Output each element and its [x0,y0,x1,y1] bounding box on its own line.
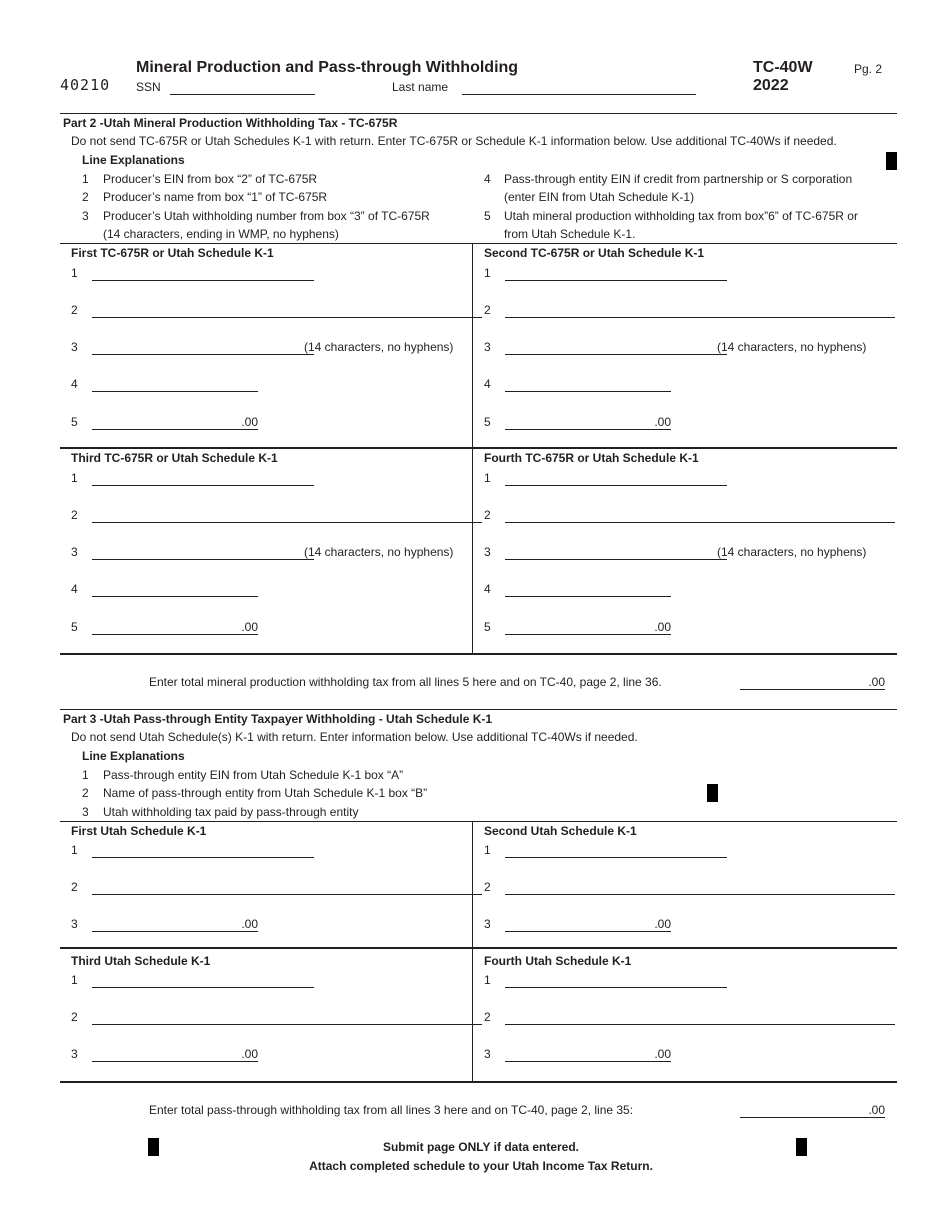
line-4-field[interactable] [92,582,258,597]
line-5-field[interactable] [505,415,671,430]
explanation-num: 4 [484,172,491,186]
line-number: 2 [71,303,78,317]
line-1-field[interactable] [505,266,727,281]
explanation-text-cont: (14 characters, ending in WMP, no hyphens) [103,227,339,241]
line-3-field[interactable] [92,340,314,355]
line-number: 1 [484,843,491,857]
line-4-field[interactable] [505,377,671,392]
line-number: 3 [484,545,491,559]
part3-total-field[interactable] [740,1103,885,1118]
part2-grid-top [60,243,897,244]
form-title: Mineral Production and Pass-through Withholding [136,59,519,76]
part3-top-rule [60,709,897,710]
line-number: 1 [71,973,78,987]
part2-grid-bottom [60,653,897,655]
line-3-field[interactable] [92,545,314,560]
line-number: 1 [71,266,78,280]
explanation-text: Producer’s Utah withholding number from box “3” of TC-675R [103,209,430,223]
cents-label: .00 [241,1047,258,1061]
line-number: 2 [484,880,491,894]
line-5-field[interactable] [92,415,258,430]
explanation-text: Name of pass-through entity from Utah Schedule K-1 box “B” [103,786,428,800]
part3-explanations-title: Line Explanations [82,749,185,763]
line-2-field[interactable] [92,1010,482,1025]
section-title: First TC-675R or Utah Schedule K-1 [71,246,274,260]
cents-label: .00 [654,917,671,931]
line-1-field[interactable] [92,471,314,486]
part2-total-text: Enter total mineral production withholding tax from all lines 5 here and on TC-40, page 2, line 36. [149,675,662,689]
line-number: 1 [484,471,491,485]
line-number: 1 [71,471,78,485]
explanation-text: Pass-through entity EIN from Utah Schedule K-1 box “A” [103,768,404,782]
explanation-text: Utah mineral production withholding tax from box”6” of TC-675R or [504,209,858,223]
line-3-field[interactable] [505,545,727,560]
part2-total-field[interactable] [740,675,885,690]
line-1-field[interactable] [92,266,314,281]
line-number: 4 [484,582,491,596]
line-number: 3 [484,340,491,354]
header-rule [60,113,897,114]
line-number: 2 [484,1010,491,1024]
line-2-field[interactable] [505,303,895,318]
line-number: 2 [71,880,78,894]
section-title: Second Utah Schedule K-1 [484,824,637,838]
ssn-field[interactable] [170,80,315,95]
line-5-field[interactable] [505,620,671,635]
explanation-num: 3 [82,209,89,223]
line-1-field[interactable] [505,973,727,988]
line-2-field[interactable] [92,303,482,318]
explanation-text-cont: (enter EIN from Utah Schedule K-1) [504,190,695,204]
cents-label: .00 [868,1103,885,1117]
explanation-text-cont: from Utah Schedule K-1. [504,227,636,241]
part3-total-text: Enter total pass-through withholding tax from all lines 3 here and on TC-40, page 2, line 35: [149,1103,634,1117]
section-title: Third Utah Schedule K-1 [71,954,211,968]
section-title: Fourth Utah Schedule K-1 [484,954,632,968]
line-number: 3 [71,1047,78,1061]
line-number: 5 [484,620,491,634]
line-number: 5 [71,620,78,634]
line-number: 1 [484,973,491,987]
ssn-label: SSN [136,80,161,94]
line-3-field[interactable] [92,1047,258,1062]
footer-submit-note: Submit page ONLY if data entered. [382,1140,580,1154]
line-5-field[interactable] [92,620,258,635]
part3-grid-middle [60,947,897,949]
explanation-num: 1 [82,172,89,186]
line-number: 3 [484,917,491,931]
explanation-num: 2 [82,786,89,800]
cents-label: .00 [654,620,671,634]
explanation-num: 2 [82,190,89,204]
cents-label: .00 [654,415,671,429]
line-1-field[interactable] [505,843,727,858]
line-2-field[interactable] [92,508,482,523]
form-year: 2022 [753,77,789,94]
line-number: 2 [71,1010,78,1024]
part3-title: Part 3 -Utah Pass-through Entity Taxpayer Withholding - Utah Schedule K-1 [63,712,493,726]
part3-instruction: Do not send Utah Schedule(s) K-1 with return. Enter information below. Use additional TC-40Ws if needed. [71,730,638,744]
line-1-field[interactable] [505,471,727,486]
cents-label: .00 [868,675,885,689]
explanation-text: Producer’s name from box “1” of TC-675R [103,190,328,204]
line3-note: (14 characters, no hyphens) [304,545,454,559]
cents-label: .00 [241,917,258,931]
line-number: 5 [484,415,491,429]
cents-label: .00 [241,620,258,634]
line-3-field[interactable] [92,917,258,932]
line-number: 3 [484,1047,491,1061]
line-number: 2 [484,303,491,317]
registration-mark [707,784,718,802]
line-3-field[interactable] [505,1047,671,1062]
part3-grid-top [60,821,897,822]
lastname-field[interactable] [462,80,696,95]
line-number: 1 [484,266,491,280]
explanation-text: Utah withholding tax paid by pass-through entity [103,805,359,819]
line-1-field[interactable] [92,973,314,988]
section-title: Third TC-675R or Utah Schedule K-1 [71,451,278,465]
line3-note: (14 characters, no hyphens) [717,545,867,559]
footer-attach-note: Attach completed schedule to your Utah Income Tax Return. [309,1159,653,1173]
section-title: Fourth TC-675R or Utah Schedule K-1 [484,451,699,465]
line-number: 3 [71,917,78,931]
line-2-field[interactable] [505,508,895,523]
lastname-label: Last name [392,80,449,94]
line-2-field[interactable] [505,880,895,895]
line3-note: (14 characters, no hyphens) [717,340,867,354]
part2-explanations-title: Line Explanations [82,153,185,167]
registration-mark [886,152,897,170]
part3-grid-divider [472,821,473,1082]
line-2-field[interactable] [505,1010,895,1025]
explanation-num: 1 [82,768,89,782]
line-4-field[interactable] [92,377,258,392]
section-title: Second TC-675R or Utah Schedule K-1 [484,246,705,260]
line-number: 3 [71,340,78,354]
explanation-num: 5 [484,209,491,223]
page-number: Pg. 2 [854,62,883,76]
line-number: 2 [71,508,78,522]
line-number: 5 [71,415,78,429]
explanation-text: Pass-through entity EIN if credit from partnership or S corporation [504,172,853,186]
section-title: First Utah Schedule K-1 [71,824,207,838]
line-number: 4 [71,377,78,391]
line-number: 4 [484,377,491,391]
cents-label: .00 [241,415,258,429]
part2-title: Part 2 -Utah Mineral Production Withholding Tax - TC-675R [63,116,398,130]
line-3-field[interactable] [505,917,671,932]
line-number: 1 [71,843,78,857]
line-1-field[interactable] [92,843,314,858]
line-4-field[interactable] [505,582,671,597]
explanation-text: Producer’s EIN from box “2” of TC-675R [103,172,318,186]
part3-grid-bottom [60,1081,897,1083]
form-code: TC-40W [753,59,813,76]
part2-grid-middle [60,447,897,449]
line-2-field[interactable] [92,880,482,895]
line-number: 4 [71,582,78,596]
line3-note: (14 characters, no hyphens) [304,340,454,354]
part2-instruction: Do not send TC-675R or Utah Schedules K-1 with return. Enter TC-675R or Schedule K-1 information below. Use additional TC-40Ws if needed. [71,134,837,148]
line-3-field[interactable] [505,340,727,355]
line-number: 2 [484,508,491,522]
form-number: 40210 [60,76,111,94]
explanation-num: 3 [82,805,89,819]
cents-label: .00 [654,1047,671,1061]
line-number: 3 [71,545,78,559]
